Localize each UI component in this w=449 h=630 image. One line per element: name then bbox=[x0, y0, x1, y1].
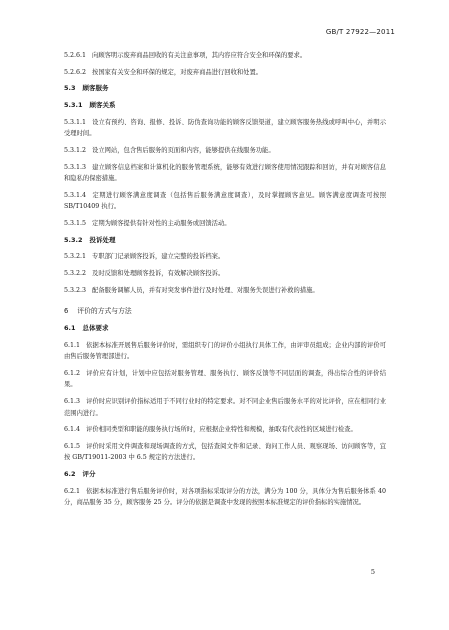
clause-6-2-1 bbox=[64, 486, 386, 509]
clause-text: 评价时应识别评价指标适用于不同行业时的特定要求。对不同企业售后服务水平的对比评价，应在相同行业范围内进行。 bbox=[64, 398, 386, 417]
clause-5-3-1-2 bbox=[64, 145, 386, 157]
clause-5-3-2-3 bbox=[64, 285, 386, 297]
document-body bbox=[64, 50, 386, 514]
heading-number: 6 bbox=[64, 307, 69, 316]
heading-text: 投诉处理 bbox=[89, 235, 116, 244]
clause-5-3-1-1 bbox=[64, 117, 386, 140]
clause-text: 按国家有关安全和环保的规定，对废弃商品进行回收和处置。 bbox=[92, 68, 263, 76]
clause-text: 定期为顾客提供有针对性的主动服务或回馈活动。 bbox=[92, 220, 231, 227]
heading-text: 评价的方式与方法 bbox=[77, 307, 132, 316]
clause-5-3-1-4 bbox=[64, 190, 386, 213]
clause-5-3-1-3 bbox=[64, 162, 386, 185]
clause-number: 5.2.6.1 bbox=[64, 52, 87, 59]
heading-number: 6.2 bbox=[64, 470, 76, 479]
clause-number: 5.3.2.3 bbox=[64, 286, 87, 294]
clause-number: 6.1.5 bbox=[64, 442, 81, 450]
clause-number: 5.3.2.2 bbox=[64, 270, 87, 278]
clause-5-3-2-1 bbox=[64, 251, 386, 263]
clause-number: 6.1.2 bbox=[64, 369, 81, 377]
heading-number: 5.3 bbox=[64, 84, 76, 93]
heading-number: 5.3.1 bbox=[64, 101, 83, 110]
clause-text: 配备服务调解人员，并有对突发事件进行及时处理、对服务失误进行补救的措施。 bbox=[92, 286, 319, 294]
page-number: 5 bbox=[370, 568, 375, 576]
clause-number: 5.3.1.2 bbox=[64, 146, 87, 154]
clause-6-1-5 bbox=[64, 441, 386, 464]
heading-text: 评分 bbox=[82, 470, 96, 479]
heading-number: 5.3.2 bbox=[64, 235, 83, 244]
clause-number: 5.3.1.1 bbox=[64, 118, 87, 126]
clause-text: 定期进行顾客满意度调查（包括售后服务满意度调查），及时掌握顾客意见。顾客满意度调查可按照 SB/T10409 执行。 bbox=[64, 191, 386, 211]
clause-number: 5.3.2.1 bbox=[64, 253, 87, 261]
heading-5-3-2 bbox=[64, 235, 386, 247]
clause-number: 5.2.6.2 bbox=[64, 68, 87, 76]
clause-number: 5.3.1.3 bbox=[64, 163, 87, 171]
clause-6-1-4 bbox=[64, 424, 386, 436]
clause-text: 建立顾客信息档案和计算机化的服务管理系统，能够有效进行顾客使用情况跟踪和回访，并有对顾客信息和隐私的保密措施。 bbox=[64, 163, 386, 183]
clause-6-1-1 bbox=[64, 340, 386, 363]
clause-5-3-2-2 bbox=[64, 268, 386, 280]
heading-6-1 bbox=[64, 323, 386, 335]
clause-6-1-2 bbox=[64, 368, 386, 391]
clause-number: 5.3.1.4 bbox=[64, 191, 87, 199]
clause-text: 设立有预约、咨询、报修、投诉、防伪查询功能的顾客反馈渠道，建立顾客服务热线或呼叫中心，并明示受理时间。 bbox=[64, 118, 386, 138]
heading-text: 总体要求 bbox=[82, 323, 109, 332]
clause-text: 及时反馈和处理顾客投诉，有效解决顾客投诉。 bbox=[92, 270, 225, 278]
clause-number: 6.1.4 bbox=[64, 426, 81, 434]
heading-number: 6.1 bbox=[64, 323, 76, 332]
heading-5-3 bbox=[64, 83, 386, 95]
clause-text: 评价应有计划，计划中应包括对服务管理、服务执行、顾客反馈等不同层面的调查，得出综合性的评价结果。 bbox=[64, 369, 386, 389]
heading-text: 顾客关系 bbox=[89, 101, 116, 110]
clause-number: 5.3.1.5 bbox=[64, 220, 87, 227]
clause-text: 评价相同类型和职能的服务执行场所时，应根据企业特性和规模，抽取有代表性的区域进行检查。 bbox=[86, 426, 357, 434]
clause-text: 依据本标准进行售后服务评价时，对各项指标采取评分的方法，满分为 100 分，具体分为售后服务体系 40 分，商品服务 35 分，顾客服务 25 分。评分的依据是调查中发现的按照本标准规定的评价指标的实施情况。 bbox=[64, 487, 386, 507]
clause-text: 评价时采用文件调查和现场调查的方式，包括查阅文件和记录、询问工作人员、观察现场、访问顾客等，宜按 GB/T19011-2003 中 6.5 规定的方法进行。 bbox=[64, 442, 386, 462]
clause-text: 专职部门记录顾客投诉，建立完整的投诉档案。 bbox=[92, 253, 225, 261]
heading-6 bbox=[64, 306, 386, 318]
clause-number: 6.2.1 bbox=[64, 487, 81, 495]
heading-text: 顾客服务 bbox=[82, 84, 109, 93]
clause-6-1-3 bbox=[64, 396, 386, 419]
clause-number: 6.1.3 bbox=[64, 398, 81, 405]
heading-5-3-1 bbox=[64, 100, 386, 112]
clause-text: 向顾客明示废弃商品回收的有关注意事项，其内容应符合安全和环保的要求。 bbox=[92, 52, 307, 59]
clause-text: 设立网站，包含售后服务的页面和内容，能够提供在线服务功能。 bbox=[92, 146, 275, 154]
clause-number: 6.1.1 bbox=[64, 341, 81, 349]
clause-5-2-6-1 bbox=[64, 50, 386, 62]
heading-6-2 bbox=[64, 469, 386, 481]
standard-code: GB/T 27922—2011 bbox=[325, 28, 395, 36]
clause-text: 依据本标准开展售后服务评价时，需组织专门的评价小组执行具体工作，由评审员组成；企业内部的评价可由售后服务管理部进行。 bbox=[64, 341, 386, 361]
clause-5-3-1-5 bbox=[64, 218, 386, 230]
clause-5-2-6-2 bbox=[64, 67, 386, 79]
